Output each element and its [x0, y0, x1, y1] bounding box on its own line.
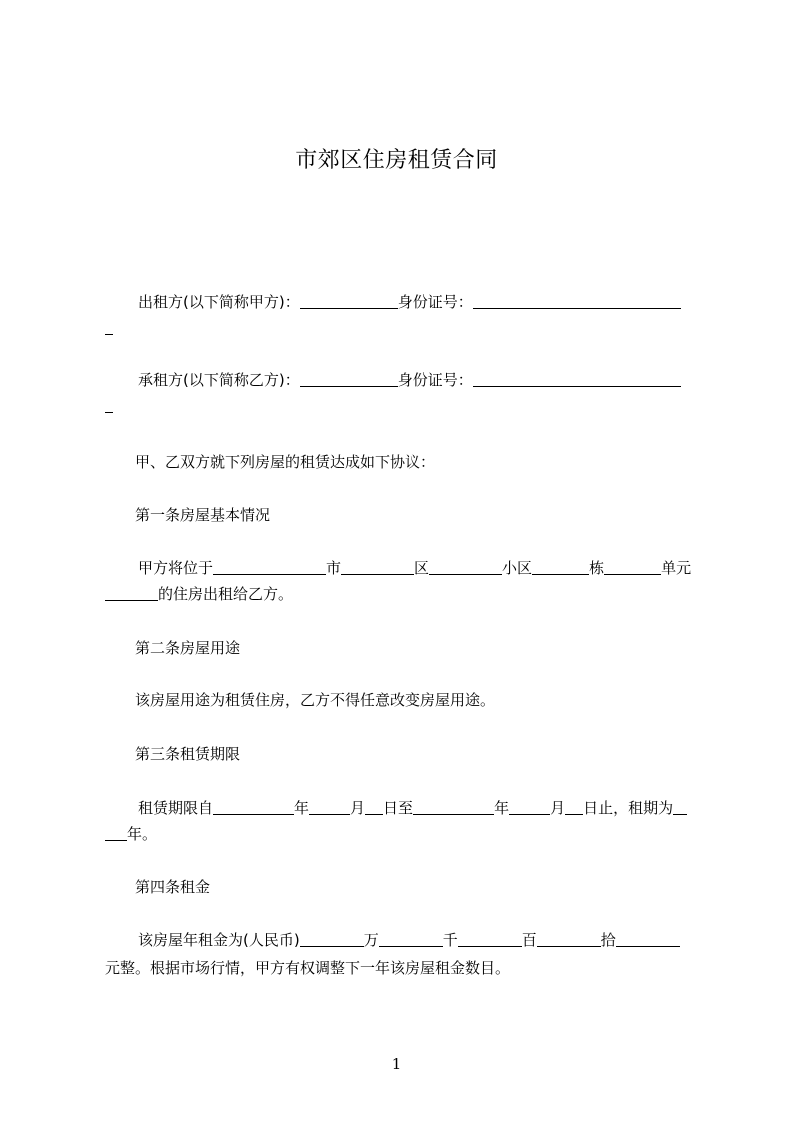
unit-blank	[604, 558, 661, 575]
party-a-id-blank-wrap	[105, 318, 113, 335]
community-blank	[429, 558, 502, 575]
party-a-id-label: 身份证号：	[397, 293, 473, 311]
party-a-name-blank	[300, 292, 398, 309]
party-b-id-label: 身份证号：	[397, 371, 473, 389]
district-blank	[341, 558, 414, 575]
end-day-label: 日止，租期为	[583, 799, 674, 817]
end-month-blank	[509, 798, 550, 815]
article1-heading: 第一条房屋基本情况	[135, 506, 271, 524]
article3-heading: 第三条租赁期限	[135, 745, 241, 763]
start-month-blank	[309, 798, 350, 815]
community-label: 小区	[502, 559, 533, 577]
page-number: 1	[391, 1055, 402, 1073]
building-label: 栋	[589, 559, 605, 577]
party-b-line-wrap	[105, 396, 705, 416]
city-blank	[213, 558, 326, 575]
start-year-label: 年	[294, 799, 310, 817]
district-label: 区	[414, 559, 430, 577]
article2-text: 该房屋用途为租赁住房，乙方不得任意改变房屋用途。	[135, 691, 496, 709]
wan-label: 万	[363, 931, 379, 949]
article4-line2: 元整。根据市场行情，甲方有权调整下一年该房屋租金数目。	[105, 959, 511, 977]
start-day-blank	[365, 798, 383, 815]
party-b-id-blank	[473, 370, 681, 387]
term-blank	[673, 798, 687, 815]
article1-suffix: 的住房出租给乙方。	[158, 585, 294, 603]
qian-label: 千	[442, 931, 458, 949]
party-b-id-blank-wrap	[105, 396, 113, 413]
shi-blank	[537, 930, 601, 947]
article2-heading: 第二条房屋用途	[135, 639, 241, 657]
article4-line1	[138, 930, 738, 950]
party-a-label: 出租方(以下简称甲方)：	[138, 293, 300, 311]
party-b-line	[138, 370, 738, 390]
end-year-label: 年	[494, 799, 510, 817]
start-month-label: 月	[350, 799, 366, 817]
party-a-id-blank	[473, 292, 681, 309]
bai-label: 百	[521, 931, 537, 949]
end-month-label: 月	[550, 799, 566, 817]
article3-line1	[138, 798, 738, 818]
contract-title: 市郊区住房租赁合同	[295, 148, 498, 173]
wan-blank	[300, 930, 364, 947]
party-b-label: 承租方(以下简称乙方)：	[138, 371, 300, 389]
building-blank	[532, 558, 589, 575]
shi-label: 拾	[600, 931, 616, 949]
article4-prefix: 该房屋年租金为(人民币)	[138, 931, 300, 949]
bai-blank	[458, 930, 522, 947]
article4-heading: 第四条租金	[135, 878, 211, 896]
article3-prefix: 租赁期限自	[138, 799, 214, 817]
yuan-blank	[616, 930, 680, 947]
end-year-blank	[413, 798, 494, 815]
article1-prefix: 甲方将位于	[138, 559, 214, 577]
term-blank-wrap	[105, 824, 127, 841]
party-a-line	[138, 292, 738, 312]
term-suffix: 年。	[127, 825, 158, 843]
article1-line2	[105, 584, 705, 604]
start-year-blank	[213, 798, 294, 815]
unit-label: 单元	[661, 559, 692, 577]
article1-line1	[138, 558, 738, 578]
qian-blank	[379, 930, 443, 947]
room-blank	[105, 584, 158, 601]
city-label: 市	[326, 559, 342, 577]
party-a-line-wrap	[105, 318, 705, 338]
party-b-name-blank	[300, 370, 398, 387]
start-day-label: 日至	[383, 799, 414, 817]
end-day-blank	[565, 798, 583, 815]
article3-line2	[105, 824, 705, 844]
intro-text: 甲、乙双方就下列房屋的租赁达成如下协议：	[135, 453, 436, 471]
